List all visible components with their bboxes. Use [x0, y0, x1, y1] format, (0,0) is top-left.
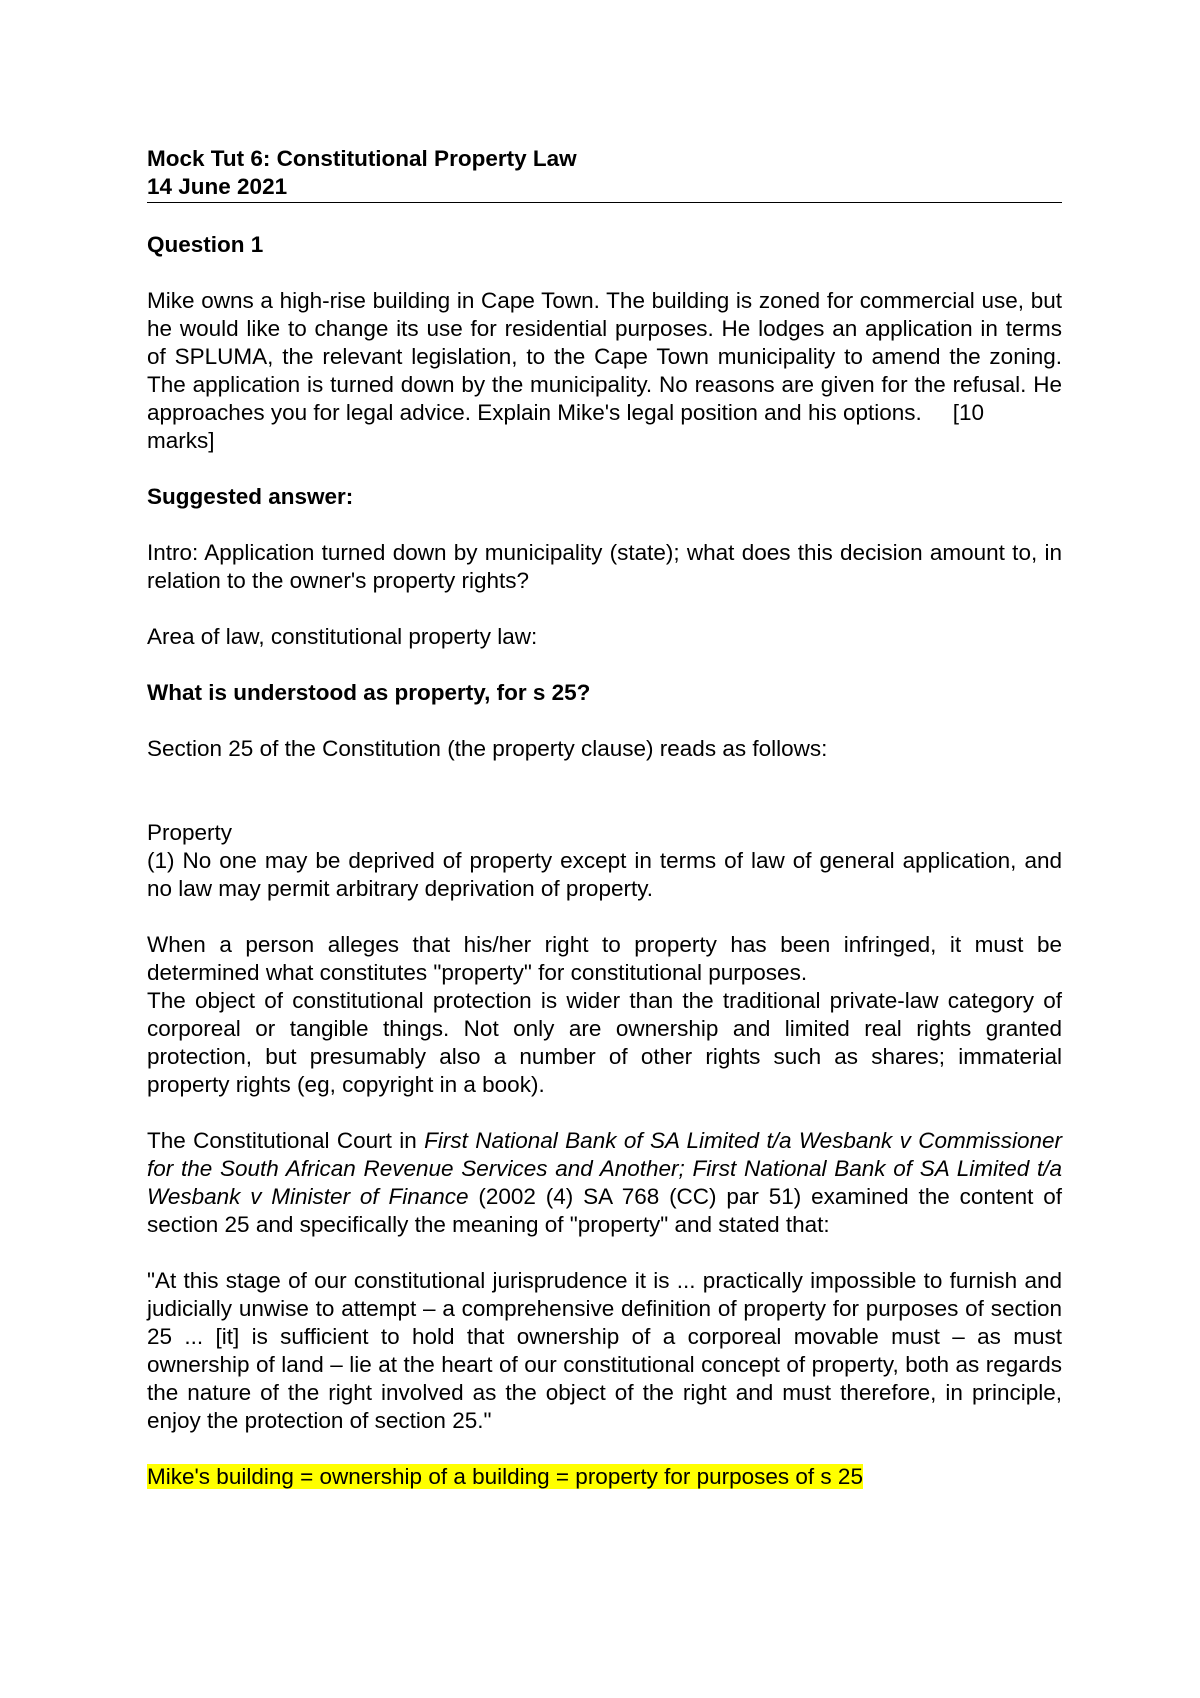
clause-text: (1) No one may be deprived of property except in terms of law of general application, and no law may permit arbitrary deprivation of property. — [147, 848, 1062, 901]
question-text: Mike owns a high-rise building in Cape Town. The building is zoned for commercial use, but he would like to change its use for residential purposes. He lodges an application in terms of SPLUMA, the relevant legislation, to the Cape Town municipality to amend the zoning. The application is turned down by the municipality. No reasons are given for the refusal. He approaches you for legal advice. Explain Mike's legal position and his options. — [147, 288, 1062, 425]
answer-heading: Suggested answer: — [147, 484, 354, 509]
question-marks-open: [10 — [952, 400, 984, 425]
clause-title: Property — [147, 820, 233, 845]
court-post: (2002 (4) SA 768 (CC) par 51) examined the content of section 25 and specifically the meaning of "property" and stated that: — [147, 1184, 1062, 1237]
court-pre: The Constitutional Court in — [147, 1128, 425, 1153]
answer-subheading: What is understood as property, for s 25? — [147, 680, 591, 705]
court-case-name: First National Bank of SA Limited t/a Wesbank v Commissioner for the South African Revenue Services and Another; First National Bank of SA Limited t/a Wesbank v Minister of Finance — [147, 1128, 1062, 1209]
paragraph-court — [147, 1127, 1062, 1239]
question-marks-close: marks] — [147, 428, 215, 453]
highlighted-conclusion: Mike's building = ownership of a building = property for purposes of s 25 — [147, 1464, 863, 1489]
section25-intro: Section 25 of the Constitution (the property clause) reads as follows: — [147, 736, 828, 761]
paragraph-object-protection: The object of constitutional protection is wider than the traditional private-law category of corporeal or tangible things. Not only are ownership and limited real rights granted protection, but presumably also a number of other rights such as shares; immaterial property rights (eg, copyright in a book). — [147, 988, 1062, 1097]
document-date: 14 June 2021 — [147, 174, 288, 199]
court-quote: "At this stage of our constitutional jurisprudence it is ... practically impossible to furnish and judicially unwise to attempt – a comprehensive definition of property for purposes of section 25 ... [it] is sufficient to hold that ownership of a corporeal movable must – as must ownership of land – lie at the heart of our constitutional concept of property, both as regards the nature of the right involved as the object of the right and must therefore, in principle, enjoy the protection of section 25." — [147, 1268, 1062, 1433]
document-header — [147, 145, 1062, 203]
answer-area: Area of law, constitutional property law: — [147, 624, 538, 649]
answer-intro: Intro: Application turned down by municipality (state); what does this decision amount to, in relation to the owner's property rights? — [147, 540, 1062, 593]
question-heading: Question 1 — [147, 232, 264, 257]
highlight-line — [147, 1463, 1062, 1491]
document-title: Mock Tut 6: Constitutional Property Law — [147, 146, 577, 171]
paragraph-property-definition: When a person alleges that his/her right to property has been infringed, it must be determined what constitutes "property" for constitutional purposes. — [147, 932, 1062, 985]
question-body — [147, 287, 1062, 427]
